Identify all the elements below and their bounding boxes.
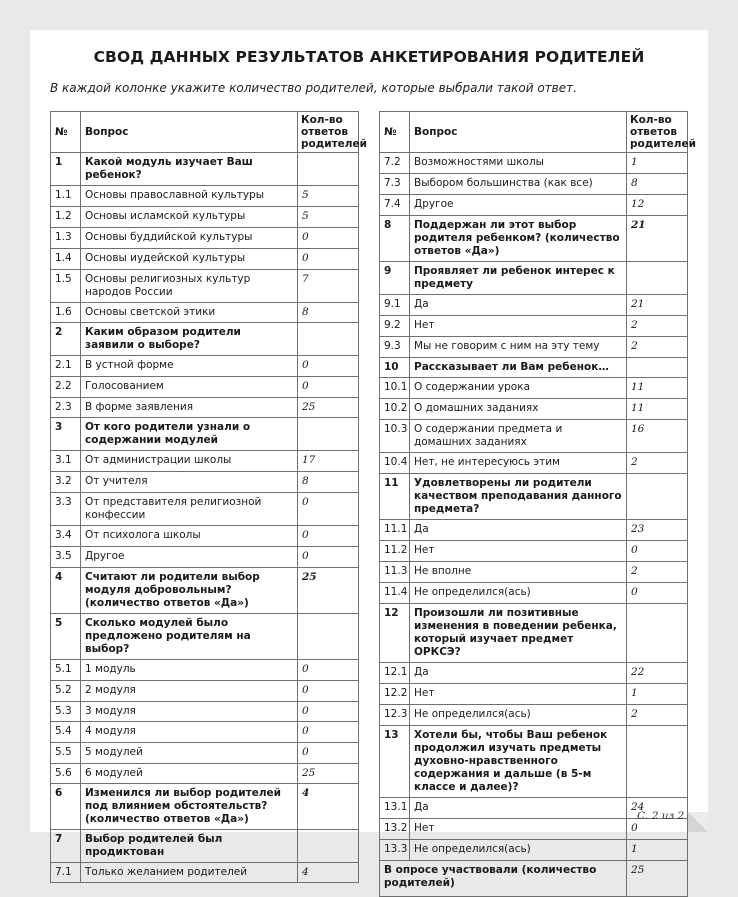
row-count: 4 — [298, 863, 359, 883]
row-number: 4 — [51, 568, 81, 614]
row-question: Поддержан ли этот выбор родителя ребенком? (количество ответов «Да») — [410, 216, 627, 262]
table-row — [380, 583, 688, 604]
row-question: Рассказывает ли Вам ребенок… — [410, 358, 627, 378]
section-row — [51, 830, 359, 863]
header-count: Кол-во ответов родителей — [627, 112, 688, 153]
row-question: От психолога школы — [81, 526, 298, 547]
table-row — [380, 174, 688, 195]
row-number: 11.4 — [380, 583, 410, 604]
row-number: 5.2 — [51, 681, 81, 702]
row-count: 0 — [298, 249, 359, 270]
row-number: 3.2 — [51, 472, 81, 493]
row-count: 16 — [627, 420, 688, 453]
row-number: 5.5 — [51, 743, 81, 764]
table-row — [51, 722, 359, 743]
row-question: Произошли ли позитивные изменения в поведении ребенка, который изучает предмет ОРКСЭ? — [410, 604, 627, 663]
row-count: 0 — [298, 743, 359, 764]
row-question: Считают ли родители выбор модуля добровольным? (количество ответов «Да») — [81, 568, 298, 614]
row-number: 3.5 — [51, 547, 81, 568]
total-row — [380, 861, 688, 897]
row-question: Нет, не интересуюсь этим — [410, 453, 627, 474]
row-count: 11 — [627, 399, 688, 420]
row-number: 3.3 — [51, 493, 81, 526]
row-count: 5 — [298, 207, 359, 228]
instruction-text: В каждой колонке укажите количество родителей, которые выбрали такой ответ. — [50, 81, 577, 95]
row-question: Основы иудейской культуры — [81, 249, 298, 270]
header-question: Вопрос — [410, 112, 627, 153]
row-count: 0 — [298, 526, 359, 547]
row-count: 11 — [627, 378, 688, 399]
table-row — [380, 520, 688, 541]
row-number: 2.1 — [51, 356, 81, 377]
row-number: 11.3 — [380, 562, 410, 583]
row-question: Не определился(ась) — [410, 583, 627, 604]
row-number: 9 — [380, 262, 410, 295]
row-question: Изменился ли выбор родителей под влиянием обстоятельств? (количество ответов «Да») — [81, 784, 298, 830]
row-count: 2 — [627, 705, 688, 726]
row-number: 1.1 — [51, 186, 81, 207]
row-count: 4 — [298, 784, 359, 830]
table-row — [51, 451, 359, 472]
row-count: 0 — [298, 493, 359, 526]
page-number: С. 2 из 2 — [637, 810, 685, 822]
row-number: 2.3 — [51, 398, 81, 418]
row-count — [298, 323, 359, 356]
row-question: От учителя — [81, 472, 298, 493]
table-row — [51, 398, 359, 418]
header-question: Вопрос — [81, 112, 298, 153]
section-row — [380, 358, 688, 378]
table-row — [380, 378, 688, 399]
row-number: 13.2 — [380, 819, 410, 840]
row-count: 0 — [298, 356, 359, 377]
row-question: Нет — [410, 684, 627, 705]
row-number: 1 — [51, 153, 81, 186]
row-question: Проявляет ли ребенок интерес к предмету — [410, 262, 627, 295]
row-question: Мы не говорим с ним на эту тему — [410, 337, 627, 358]
row-number: 5.6 — [51, 764, 81, 784]
row-count — [298, 153, 359, 186]
row-count: 0 — [298, 377, 359, 398]
row-question: 1 модуль — [81, 660, 298, 681]
row-question: О домашних заданиях — [410, 399, 627, 420]
table-row — [51, 743, 359, 764]
row-count — [627, 358, 688, 378]
row-number: 5.3 — [51, 702, 81, 722]
row-number: 13.3 — [380, 840, 410, 861]
row-question: 2 модуля — [81, 681, 298, 702]
row-number: 5 — [51, 614, 81, 660]
row-question: Основы религиозных культур народов России — [81, 270, 298, 303]
row-question: От представителя религиозной конфессии — [81, 493, 298, 526]
row-count: 23 — [627, 520, 688, 541]
table-row — [51, 526, 359, 547]
row-count: 0 — [298, 722, 359, 743]
row-number: 9.1 — [380, 295, 410, 316]
row-question: Основы буддийской культуры — [81, 228, 298, 249]
row-count — [298, 614, 359, 660]
row-question: Да — [410, 798, 627, 819]
section-row — [51, 323, 359, 356]
section-row — [380, 216, 688, 262]
row-count: 22 — [627, 663, 688, 684]
row-number: 1.5 — [51, 270, 81, 303]
row-question: Основы православной культуры — [81, 186, 298, 207]
survey-table-right — [379, 111, 696, 897]
row-question: Нет — [410, 819, 627, 840]
row-question: Возможностями школы — [410, 153, 627, 174]
section-row — [51, 418, 359, 451]
table-row — [51, 356, 359, 377]
row-count — [627, 604, 688, 663]
survey-table-left — [50, 111, 367, 883]
table-row — [380, 705, 688, 726]
row-number: 9.2 — [380, 316, 410, 337]
section-row — [51, 784, 359, 830]
row-number: 12.3 — [380, 705, 410, 726]
row-count: 1 — [627, 840, 688, 861]
row-question: Нет — [410, 541, 627, 562]
row-number: 2.2 — [51, 377, 81, 398]
header-num: № — [51, 112, 81, 153]
row-number: 7.4 — [380, 195, 410, 216]
row-count — [627, 726, 688, 798]
table-row — [380, 453, 688, 474]
row-number: 2 — [51, 323, 81, 356]
row-question: 6 модулей — [81, 764, 298, 784]
row-question: Сколько модулей было предложено родителям на выбор? — [81, 614, 298, 660]
row-count: 0 — [298, 681, 359, 702]
table-row — [380, 295, 688, 316]
table-row — [380, 316, 688, 337]
table-row — [51, 207, 359, 228]
row-question: В устной форме — [81, 356, 298, 377]
row-question: В форме заявления — [81, 398, 298, 418]
row-count: 0 — [298, 228, 359, 249]
row-number: 3.1 — [51, 451, 81, 472]
row-count — [627, 262, 688, 295]
row-question: Удовлетворены ли родители качеством преподавания данного предмета? — [410, 474, 627, 520]
row-question: Не вполне — [410, 562, 627, 583]
row-number: 10 — [380, 358, 410, 378]
row-count: 24 — [627, 798, 688, 819]
table-row — [51, 660, 359, 681]
section-row — [380, 474, 688, 520]
section-row — [380, 262, 688, 295]
table-row — [51, 270, 359, 303]
row-count: 2 — [627, 453, 688, 474]
row-count: 0 — [627, 583, 688, 604]
row-question: О содержании предмета и домашних заданиях — [410, 420, 627, 453]
row-question: Только желанием родителей — [81, 863, 298, 883]
row-number: 1.2 — [51, 207, 81, 228]
row-count — [627, 474, 688, 520]
row-question: 5 модулей — [81, 743, 298, 764]
row-question: Основы светской этики — [81, 303, 298, 323]
row-number: 7.1 — [51, 863, 81, 883]
table-row — [51, 863, 359, 883]
row-number: 3.4 — [51, 526, 81, 547]
row-count: 2 — [627, 316, 688, 337]
row-number: 12.2 — [380, 684, 410, 705]
row-number: 5.1 — [51, 660, 81, 681]
row-question: Да — [410, 663, 627, 684]
row-count: 7 — [298, 270, 359, 303]
row-count: 8 — [298, 303, 359, 323]
row-number: 10.4 — [380, 453, 410, 474]
page-curl — [688, 812, 708, 832]
row-count: 0 — [298, 702, 359, 722]
table-row — [51, 249, 359, 270]
row-number: 10.3 — [380, 420, 410, 453]
row-count: 2 — [627, 337, 688, 358]
row-question: Хотели бы, чтобы Ваш ребенок продолжил изучать предметы духовно-нравственного содержания и дальше (в 5-м классе и далее)? — [410, 726, 627, 798]
table-row — [51, 377, 359, 398]
row-number: 3 — [51, 418, 81, 451]
table-row — [51, 493, 359, 526]
total-label: В опросе участвовали (количество родителей) — [380, 861, 627, 897]
row-question: От кого родители узнали о содержании модулей — [81, 418, 298, 451]
table-row — [51, 764, 359, 784]
row-count: 12 — [627, 195, 688, 216]
table-row — [380, 420, 688, 453]
row-count: 1 — [627, 684, 688, 705]
row-number: 7 — [51, 830, 81, 863]
row-number: 13 — [380, 726, 410, 798]
row-question: Выбор родителей был продиктован — [81, 830, 298, 863]
row-count — [298, 830, 359, 863]
row-number: 9.3 — [380, 337, 410, 358]
row-question: Голосованием — [81, 377, 298, 398]
row-count — [298, 418, 359, 451]
table-row — [51, 303, 359, 323]
row-count: 25 — [298, 568, 359, 614]
table-row — [51, 702, 359, 722]
row-question: Нет — [410, 316, 627, 337]
header-num: № — [380, 112, 410, 153]
row-question: Не определился(ась) — [410, 705, 627, 726]
document-title: СВОД ДАННЫХ РЕЗУЛЬТАТОВ АНКЕТИРОВАНИЯ РОДИТЕЛЕЙ — [93, 48, 645, 66]
section-row — [51, 568, 359, 614]
row-count: 8 — [627, 174, 688, 195]
row-number: 1.4 — [51, 249, 81, 270]
row-number: 1.6 — [51, 303, 81, 323]
row-question: Да — [410, 295, 627, 316]
row-number: 12.1 — [380, 663, 410, 684]
row-question: Другое — [81, 547, 298, 568]
row-question: От администрации школы — [81, 451, 298, 472]
table-row — [380, 840, 688, 861]
section-row — [380, 726, 688, 798]
row-count: 5 — [298, 186, 359, 207]
total-value: 25 — [627, 861, 688, 897]
table-row — [51, 228, 359, 249]
table-row — [51, 472, 359, 493]
row-number: 6 — [51, 784, 81, 830]
row-count: 21 — [627, 216, 688, 262]
section-row — [51, 614, 359, 660]
table-row — [380, 153, 688, 174]
row-number: 10.2 — [380, 399, 410, 420]
row-count: 0 — [298, 660, 359, 681]
row-question: 4 модуля — [81, 722, 298, 743]
row-question: О содержании урока — [410, 378, 627, 399]
row-number: 13.1 — [380, 798, 410, 819]
table-row — [51, 547, 359, 568]
header-count: Кол-во ответов родителей — [298, 112, 359, 153]
table-row — [380, 562, 688, 583]
row-number: 11.1 — [380, 520, 410, 541]
table-row — [380, 337, 688, 358]
row-count: 21 — [627, 295, 688, 316]
row-question: Другое — [410, 195, 627, 216]
row-number: 8 — [380, 216, 410, 262]
row-count: 25 — [298, 764, 359, 784]
row-question: Основы исламской культуры — [81, 207, 298, 228]
row-count: 2 — [627, 562, 688, 583]
row-question: Каким образом родители заявили о выборе? — [81, 323, 298, 356]
row-question: Какой модуль изучает Ваш ребенок? — [81, 153, 298, 186]
table-row — [51, 681, 359, 702]
row-count: 17 — [298, 451, 359, 472]
table-row — [380, 399, 688, 420]
row-number: 12 — [380, 604, 410, 663]
table-row — [51, 186, 359, 207]
table-row — [380, 684, 688, 705]
row-count: 0 — [298, 547, 359, 568]
row-count: 8 — [298, 472, 359, 493]
section-row — [51, 153, 359, 186]
table-row — [380, 663, 688, 684]
row-count: 25 — [298, 398, 359, 418]
row-question: 3 модуля — [81, 702, 298, 722]
row-number: 1.3 — [51, 228, 81, 249]
section-row — [380, 604, 688, 663]
row-number: 5.4 — [51, 722, 81, 743]
row-count: 1 — [627, 153, 688, 174]
row-question: Да — [410, 520, 627, 541]
row-number: 7.3 — [380, 174, 410, 195]
row-count: 0 — [627, 541, 688, 562]
table-row — [380, 195, 688, 216]
row-number: 11.2 — [380, 541, 410, 562]
row-question: Выбором большинства (как все) — [410, 174, 627, 195]
row-number: 7.2 — [380, 153, 410, 174]
row-number: 10.1 — [380, 378, 410, 399]
row-count: 0 — [627, 819, 688, 840]
table-row — [380, 541, 688, 562]
row-question: Не определился(ась) — [410, 840, 627, 861]
row-number: 11 — [380, 474, 410, 520]
